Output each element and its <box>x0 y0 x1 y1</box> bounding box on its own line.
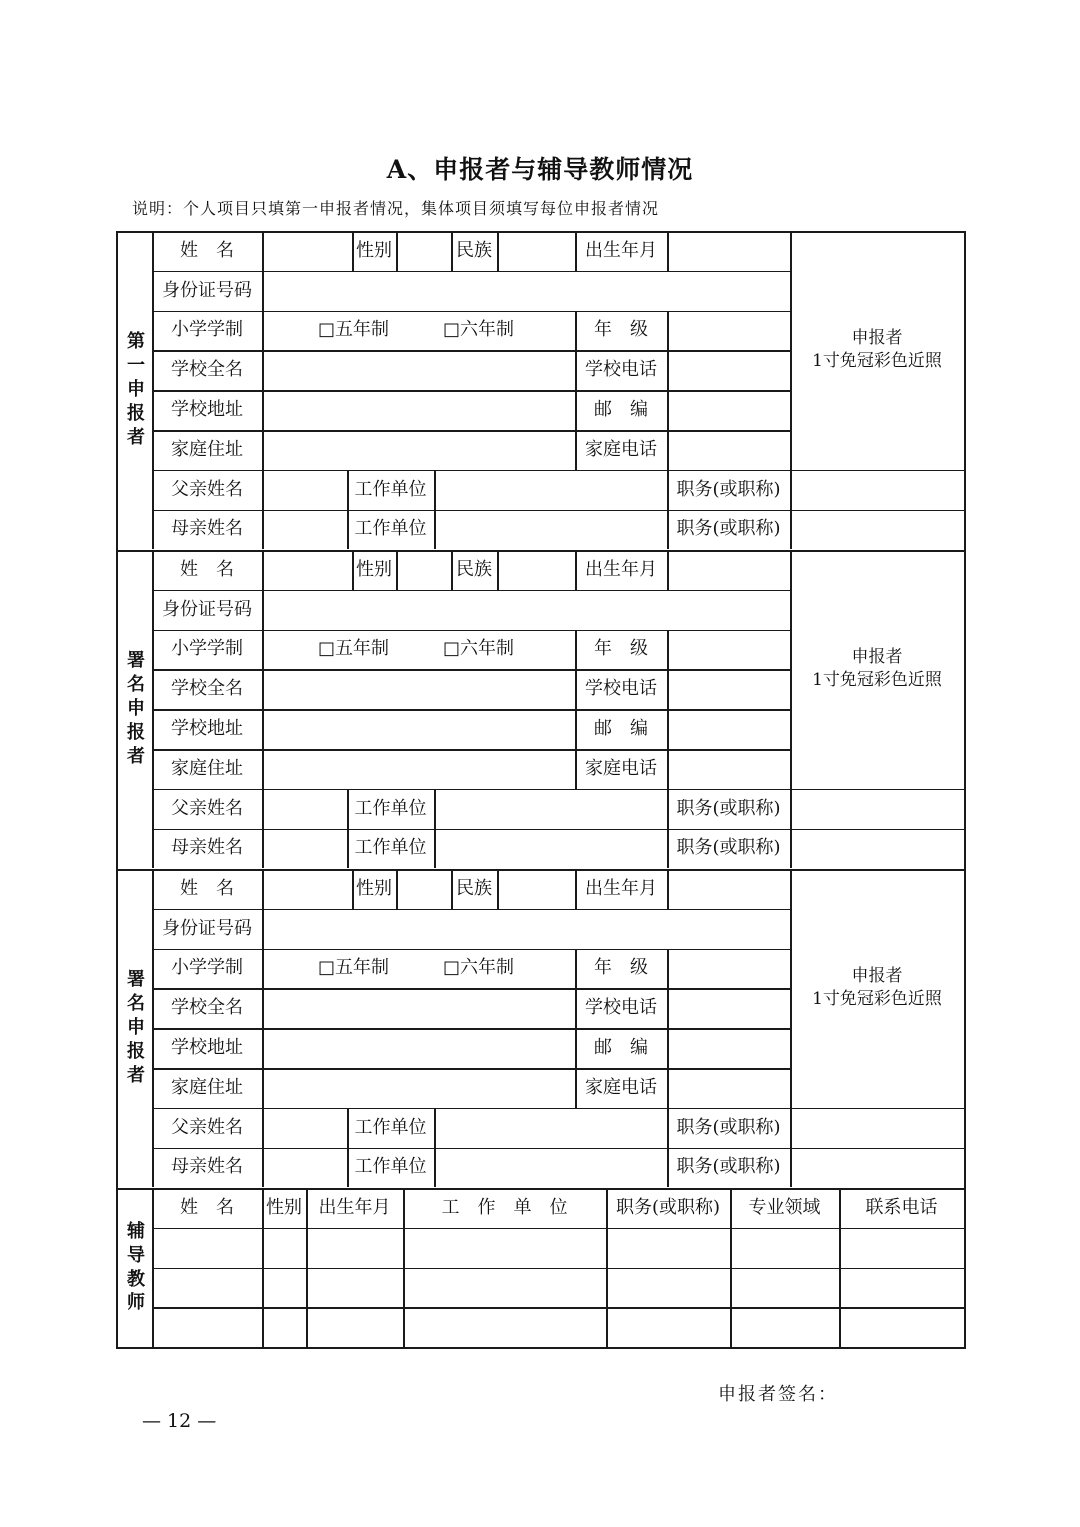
ethnicity-label: 民族 <box>456 877 492 899</box>
mother-name-field[interactable] <box>265 832 344 866</box>
father-position-label: 职务(或职称) <box>676 1116 781 1138</box>
side-label-char: 第 <box>127 331 145 353</box>
father-name-field[interactable] <box>265 792 344 826</box>
cell-rule <box>497 550 499 590</box>
side-label-char: 师 <box>127 1292 145 1314</box>
tutor-work-unit-header: 工 作 单 位 <box>441 1196 568 1218</box>
tutor-row-rule <box>152 1228 964 1230</box>
cell-rule <box>434 1108 436 1148</box>
applicant-side-label <box>118 869 154 1187</box>
school-phone-label: 学校电话 <box>585 678 657 700</box>
school-address-label: 学校地址 <box>171 718 243 740</box>
school-address-label: 学校地址 <box>171 399 243 421</box>
gender-field[interactable] <box>399 872 448 906</box>
tutor-row-rule <box>152 1268 964 1270</box>
mother-position-field[interactable] <box>793 832 961 866</box>
postcode-field[interactable] <box>670 712 787 746</box>
side-label-char: 申 <box>127 379 145 401</box>
side-label-char: 报 <box>127 1041 145 1063</box>
home-phone-label: 家庭电话 <box>585 757 657 779</box>
mother-work-unit-field[interactable] <box>437 832 664 866</box>
home-address-label: 家庭住址 <box>171 757 243 779</box>
home-address-label: 家庭住址 <box>171 438 243 460</box>
father-position-label: 职务(或职称) <box>676 478 781 500</box>
gender-label: 性别 <box>356 877 392 899</box>
father-work-unit-label: 工作单位 <box>354 478 427 500</box>
row-rule <box>152 1148 964 1150</box>
side-label-char: 署 <box>127 969 145 991</box>
tutor-phone-header: 联系电话 <box>865 1196 938 1218</box>
birth-date-label: 出生年月 <box>585 877 657 899</box>
postcode-field[interactable] <box>670 1031 787 1065</box>
side-label-char: 报 <box>127 722 145 744</box>
birth-date-field[interactable] <box>670 553 787 587</box>
ethnicity-field[interactable] <box>500 553 572 587</box>
mother-position-label: 职务(或职称) <box>676 1156 781 1178</box>
mother-work-unit-label: 工作单位 <box>354 518 427 540</box>
home-address-field[interactable] <box>265 433 572 467</box>
tutor-entry-cell[interactable] <box>406 1231 603 1265</box>
side-label-char: 教 <box>127 1268 145 1290</box>
five-year-checkbox[interactable]: □五年制 <box>318 319 390 341</box>
cell-rule <box>396 869 398 909</box>
school-name-field[interactable] <box>265 353 572 387</box>
table-border-right <box>964 231 966 1349</box>
tutor-entry-cell[interactable] <box>733 1271 836 1305</box>
side-label-char: 者 <box>127 746 145 768</box>
father-work-unit-field[interactable] <box>437 473 664 507</box>
name-label: 姓 名 <box>180 877 234 899</box>
ethnicity-field[interactable] <box>500 872 572 906</box>
tutor-birth-header: 出生年月 <box>318 1196 391 1218</box>
gender-field[interactable] <box>399 234 448 268</box>
cell-rule <box>667 231 669 271</box>
cell-rule <box>396 550 398 590</box>
birth-date-field[interactable] <box>670 872 787 906</box>
mother-work-unit-label: 工作单位 <box>354 837 427 859</box>
mother-name-field[interactable] <box>265 513 344 547</box>
tutor-entry-cell[interactable] <box>609 1271 727 1305</box>
tutor-entry-cell[interactable] <box>733 1310 836 1344</box>
school-name-label: 学校全名 <box>171 678 243 700</box>
side-label-char: 报 <box>127 403 145 425</box>
side-label-char: 者 <box>127 1065 145 1087</box>
mother-work-unit-field[interactable] <box>437 1151 664 1185</box>
mother-name-field[interactable] <box>265 1151 344 1185</box>
page-number: — 12 — <box>142 1410 217 1432</box>
tutor-entry-cell[interactable] <box>265 1310 303 1344</box>
cell-rule <box>667 550 669 590</box>
father-name-label: 父亲姓名 <box>171 1116 243 1138</box>
father-position-label: 职务(或职称) <box>676 797 781 819</box>
five-year-checkbox[interactable]: □五年制 <box>318 638 390 660</box>
side-label-char: 署 <box>127 650 145 672</box>
id-number-label: 身份证号码 <box>162 279 252 301</box>
cell-rule <box>434 510 436 550</box>
tutor-entry-cell[interactable] <box>155 1271 259 1305</box>
tutor-entry-cell[interactable] <box>265 1231 303 1265</box>
tutor-entry-cell[interactable] <box>309 1231 400 1265</box>
tutor-entry-cell[interactable] <box>842 1231 961 1265</box>
school-address-label: 学校地址 <box>171 1037 243 1059</box>
name-field[interactable] <box>265 553 349 587</box>
grade-label: 年 级 <box>594 957 648 979</box>
row-rule <box>152 510 964 512</box>
tutor-entry-cell[interactable] <box>733 1231 836 1265</box>
home-phone-field[interactable] <box>670 1071 787 1105</box>
tutor-entry-cell[interactable] <box>309 1271 400 1305</box>
home-phone-label: 家庭电话 <box>585 1076 657 1098</box>
row-rule <box>152 829 964 831</box>
side-label-char: 一 <box>127 355 145 377</box>
mother-work-unit-field[interactable] <box>437 513 664 547</box>
photo-caption: 申报者 <box>851 965 903 986</box>
grade-label: 年 级 <box>594 319 648 341</box>
photo-caption: 申报者 <box>851 327 903 348</box>
grade-field[interactable] <box>670 633 787 667</box>
tutor-row-rule <box>152 1307 964 1309</box>
row-rule <box>152 1108 964 1110</box>
birth-date-label: 出生年月 <box>585 558 657 580</box>
tutor-name-header: 姓 名 <box>180 1196 234 1218</box>
side-label-char: 名 <box>127 993 145 1015</box>
id-number-field[interactable] <box>265 274 787 308</box>
side-label-char: 申 <box>127 1017 145 1039</box>
mother-position-field[interactable] <box>793 513 961 547</box>
mother-name-label: 母亲姓名 <box>171 518 243 540</box>
tutor-entry-cell[interactable] <box>309 1310 400 1344</box>
ethnicity-field[interactable] <box>500 234 572 268</box>
row-rule <box>152 789 964 791</box>
school-address-field[interactable] <box>265 712 572 746</box>
school-name-field[interactable] <box>265 672 572 706</box>
name-label: 姓 名 <box>180 239 234 261</box>
applicant-side-label <box>118 231 154 549</box>
signature-label: 申报者签名： <box>718 1384 838 1405</box>
tutor-entry-cell[interactable] <box>842 1271 961 1305</box>
mother-position-field[interactable] <box>793 1151 961 1185</box>
school-phone-label: 学校电话 <box>585 359 657 381</box>
school-phone-field[interactable] <box>670 353 787 387</box>
postcode-label: 邮 编 <box>594 399 648 421</box>
father-name-field[interactable] <box>265 473 344 507</box>
tutor-entry-cell[interactable] <box>842 1310 961 1344</box>
gender-label: 性别 <box>356 239 392 261</box>
six-year-checkbox[interactable]: □六年制 <box>443 638 515 660</box>
cell-rule <box>667 949 669 1108</box>
father-work-unit-label: 工作单位 <box>354 1116 427 1138</box>
father-name-field[interactable] <box>265 1111 344 1145</box>
mother-position-label: 职务(或职称) <box>676 837 781 859</box>
cell-rule <box>434 470 436 510</box>
grade-field[interactable] <box>670 952 787 986</box>
cell-rule <box>667 630 669 789</box>
birth-date-field[interactable] <box>670 234 787 268</box>
father-position-field[interactable] <box>793 1111 961 1145</box>
school-address-field[interactable] <box>265 393 572 427</box>
ethnicity-label: 民族 <box>456 558 492 580</box>
postcode-label: 邮 编 <box>594 718 648 740</box>
tutor-entry-cell[interactable] <box>609 1310 727 1344</box>
home-phone-label: 家庭电话 <box>585 438 657 460</box>
home-phone-field[interactable] <box>670 752 787 786</box>
name-field[interactable] <box>265 234 349 268</box>
mother-name-label: 母亲姓名 <box>171 1156 243 1178</box>
page-title: A、申报者与辅导教师情况 <box>386 155 694 184</box>
cell-rule <box>667 311 669 470</box>
father-work-unit-field[interactable] <box>437 792 664 826</box>
tutor-entry-cell[interactable] <box>609 1231 727 1265</box>
postcode-field[interactable] <box>670 393 787 427</box>
six-year-checkbox[interactable]: □六年制 <box>443 319 515 341</box>
side-label-char: 导 <box>127 1244 145 1266</box>
photo-caption: 申报者 <box>851 646 903 667</box>
birth-date-label: 出生年月 <box>585 239 657 261</box>
school-name-field[interactable] <box>265 991 572 1025</box>
cell-rule <box>497 231 499 271</box>
photo-caption: 1寸免冠彩色近照 <box>812 670 942 691</box>
name-field[interactable] <box>265 872 349 906</box>
tutor-gender-header: 性别 <box>266 1196 302 1218</box>
grade-label: 年 级 <box>594 638 648 660</box>
six-year-checkbox[interactable]: □六年制 <box>443 957 515 979</box>
tutor-entry-cell[interactable] <box>155 1310 259 1344</box>
ethnicity-label: 民族 <box>456 239 492 261</box>
tutor-side-label <box>118 1188 154 1347</box>
postcode-label: 邮 编 <box>594 1037 648 1059</box>
cell-rule <box>434 829 436 869</box>
photo-placeholder[interactable] <box>790 231 964 470</box>
home-phone-field[interactable] <box>670 433 787 467</box>
gender-field[interactable] <box>399 553 448 587</box>
side-label-char: 者 <box>127 427 145 449</box>
table-border-bottom <box>116 1347 966 1349</box>
tutor-entry-cell[interactable] <box>406 1271 603 1305</box>
gender-label: 性别 <box>356 558 392 580</box>
school-name-label: 学校全名 <box>171 359 243 381</box>
grade-field[interactable] <box>670 314 787 348</box>
father-position-field[interactable] <box>793 473 961 507</box>
school-address-field[interactable] <box>265 1031 572 1065</box>
father-work-unit-label: 工作单位 <box>354 797 427 819</box>
cell-rule <box>396 231 398 271</box>
mother-name-label: 母亲姓名 <box>171 837 243 859</box>
school-phone-field[interactable] <box>670 672 787 706</box>
side-label-char: 名 <box>127 674 145 696</box>
father-name-label: 父亲姓名 <box>171 478 243 500</box>
applicant-side-label <box>118 550 154 868</box>
id-number-label: 身份证号码 <box>162 917 252 939</box>
tutor-specialty-header: 专业领域 <box>748 1196 821 1218</box>
school-phone-field[interactable] <box>670 991 787 1025</box>
photo-caption: 1寸免冠彩色近照 <box>812 351 942 372</box>
id-number-field[interactable] <box>265 912 787 946</box>
father-position-field[interactable] <box>793 792 961 826</box>
cell-rule <box>434 789 436 829</box>
five-year-checkbox[interactable]: □五年制 <box>318 957 390 979</box>
school-system-label: 小学学制 <box>171 319 243 341</box>
photo-caption: 1寸免冠彩色近照 <box>812 989 942 1010</box>
tutor-entry-cell[interactable] <box>155 1231 259 1265</box>
side-label-char: 辅 <box>127 1220 145 1242</box>
cell-rule <box>434 1148 436 1188</box>
mother-work-unit-label: 工作单位 <box>354 1156 427 1178</box>
cell-rule <box>497 869 499 909</box>
home-address-field[interactable] <box>265 752 572 786</box>
photo-placeholder[interactable] <box>790 869 964 1108</box>
row-rule <box>152 470 964 472</box>
home-address-field[interactable] <box>265 1071 572 1105</box>
father-name-label: 父亲姓名 <box>171 797 243 819</box>
school-phone-label: 学校电话 <box>585 997 657 1019</box>
school-name-label: 学校全名 <box>171 997 243 1019</box>
tutor-position-header: 职务(或职称) <box>615 1196 721 1218</box>
name-label: 姓 名 <box>180 558 234 580</box>
form-note: 说明：个人项目只填第一申报者情况，集体项目须填写每位申报者情况 <box>132 199 660 218</box>
home-address-label: 家庭住址 <box>171 1076 243 1098</box>
side-label-char: 申 <box>127 698 145 720</box>
school-system-label: 小学学制 <box>171 957 243 979</box>
cell-rule <box>667 869 669 909</box>
tutor-entry-cell[interactable] <box>406 1310 603 1344</box>
id-number-field[interactable] <box>265 593 787 627</box>
photo-placeholder[interactable] <box>790 550 964 789</box>
school-system-label: 小学学制 <box>171 638 243 660</box>
mother-position-label: 职务(或职称) <box>676 518 781 540</box>
tutor-entry-cell[interactable] <box>265 1271 303 1305</box>
id-number-label: 身份证号码 <box>162 598 252 620</box>
father-work-unit-field[interactable] <box>437 1111 664 1145</box>
